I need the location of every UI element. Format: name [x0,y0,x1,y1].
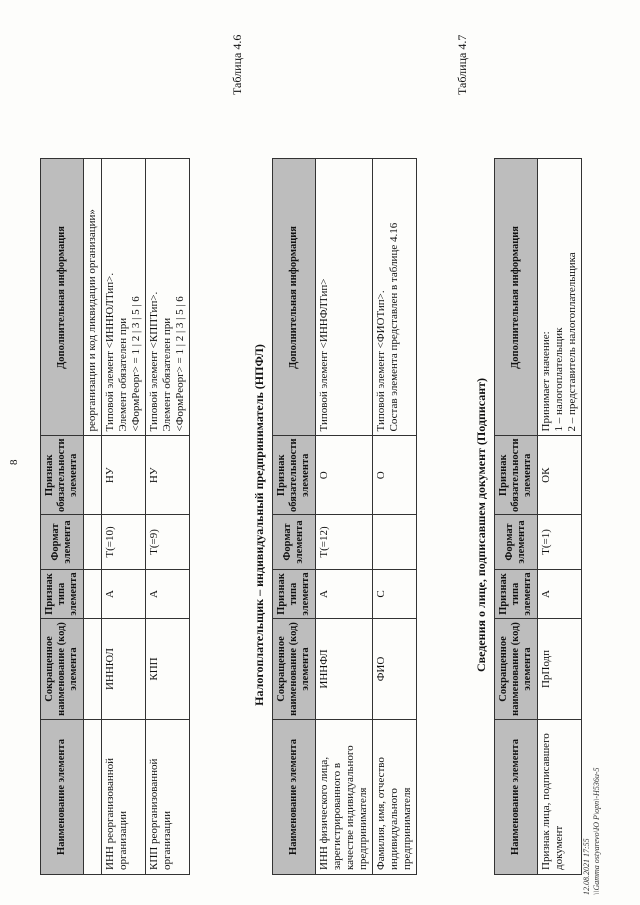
cell-type: А [316,570,373,619]
header-type: Признак типа элемента [273,570,316,619]
cell-name: Фамилия, имя, отчество индивидуального предпринимателя [373,720,417,875]
table-row [146,159,190,875]
cell-req: НУ [102,436,146,515]
header-format: Формат элемента [495,515,538,570]
cell-code: ИННФЛ [316,619,373,720]
footer-path: \\Gamma ostyarevo\Ю Р\орп\-Н536и-5 [592,767,601,895]
cell-type: С [373,570,417,619]
info-line: Типовой элемент <ИННФЛТип> [318,278,330,432]
info-line: <ФормРеорг> = 1 | 2 | 3 | 5 | 6 [174,296,186,432]
header-req: Признак обязательности элемента [495,436,538,515]
cell-req: О [316,436,373,515]
info-line: 2 – представитель налогоплательщика [566,252,578,432]
info-line: Элемент обязателен при [161,317,173,432]
header-type: Признак типа элемента [495,570,538,619]
cell-name: Признак лица, подписавшего документ [538,720,582,875]
signer-table [494,158,582,875]
cell-req: НУ [146,436,190,515]
info-line: Элемент обязателен при [117,317,129,432]
header-format: Формат элемента [273,515,316,570]
table-row [84,159,102,875]
info-line: Состав элемента представлен в таблице 4.16 [388,222,400,432]
header-info: Дополнительная информация [41,159,84,436]
header-type: Признак типа элемента [41,570,84,619]
cell-req: О [373,436,417,515]
cell-name: КПП реорганизованной организации [146,720,190,875]
table-title: Налогоплательщик – индивидуальный предприниматель (НПФЛ) [252,344,266,706]
header-name: Наименование элемента [273,720,316,875]
cell-code: ФИО [373,619,417,720]
cell-code: КПП [146,619,190,720]
table-caption: Таблица 4.7 [455,34,469,95]
cell-format [373,515,417,570]
cell-info [316,159,373,436]
cell-name: ИНН физического лица, зарегистрированного в качестве индивидуального предпринимателя [316,720,373,875]
header-row [41,159,84,875]
page-number: 8 [8,459,20,465]
header-info: Дополнительная информация [495,159,538,436]
header-name: Наименование элемента [495,720,538,875]
cell-info [373,159,417,436]
print-footer [582,768,602,896]
header-code: Сокращенное наименование (код) элемента [41,619,84,720]
info-line: Принимает значение: [540,331,552,432]
continuation-text: реорганизации и код ликвидации организации» [84,159,102,436]
cell-info [146,159,190,436]
header-code: Сокращенное наименование (код) элемента [273,619,316,720]
cell-info [102,159,146,436]
table-title: Сведения о лице, подписавшем документ (Подписант) [474,377,488,673]
cell-name: ИНН реорганизованной организации [102,720,146,875]
header-info: Дополнительная информация [273,159,316,436]
cell-type: А [102,570,146,619]
info-line: 1 – налогоплательщик [553,327,565,432]
info-line: Типовой элемент <КППТип>. [148,291,160,432]
cell-code: ПрПодп [538,619,582,720]
table-caption: Таблица 4.6 [230,34,244,95]
header-req: Признак обязательности элемента [273,436,316,515]
header-row [273,159,316,875]
cell-info [538,159,582,436]
cell-format: T(=10) [102,515,146,570]
table-row [102,159,146,875]
table-row [373,159,417,875]
footer-timestamp: 12.08.2021 17:55 [582,838,591,895]
cell-format: T(=1) [538,515,582,570]
reorg-table [40,158,190,875]
cell-req: ОК [538,436,582,515]
cell-code: ИННЮЛ [102,619,146,720]
header-format: Формат элемента [41,515,84,570]
cell-format: T(=12) [316,515,373,570]
header-name: Наименование элемента [41,720,84,875]
cell-type: А [538,570,582,619]
table-row [538,159,582,875]
header-code: Сокращенное наименование (код) элемента [495,619,538,720]
header-req: Признак обязательности элемента [41,436,84,515]
info-line: Типовой элемент <ФИОТип>. [375,290,387,432]
table-row [316,159,373,875]
info-line: Типовой элемент <ИННЮЛТип>. [104,272,116,432]
header-row [495,159,538,875]
info-line: <ФормРеорг> = 1 | 2 | 3 | 5 | 6 [130,296,142,432]
cell-type: А [146,570,190,619]
taxpayer-ip-table [272,158,417,875]
cell-format: T(=9) [146,515,190,570]
